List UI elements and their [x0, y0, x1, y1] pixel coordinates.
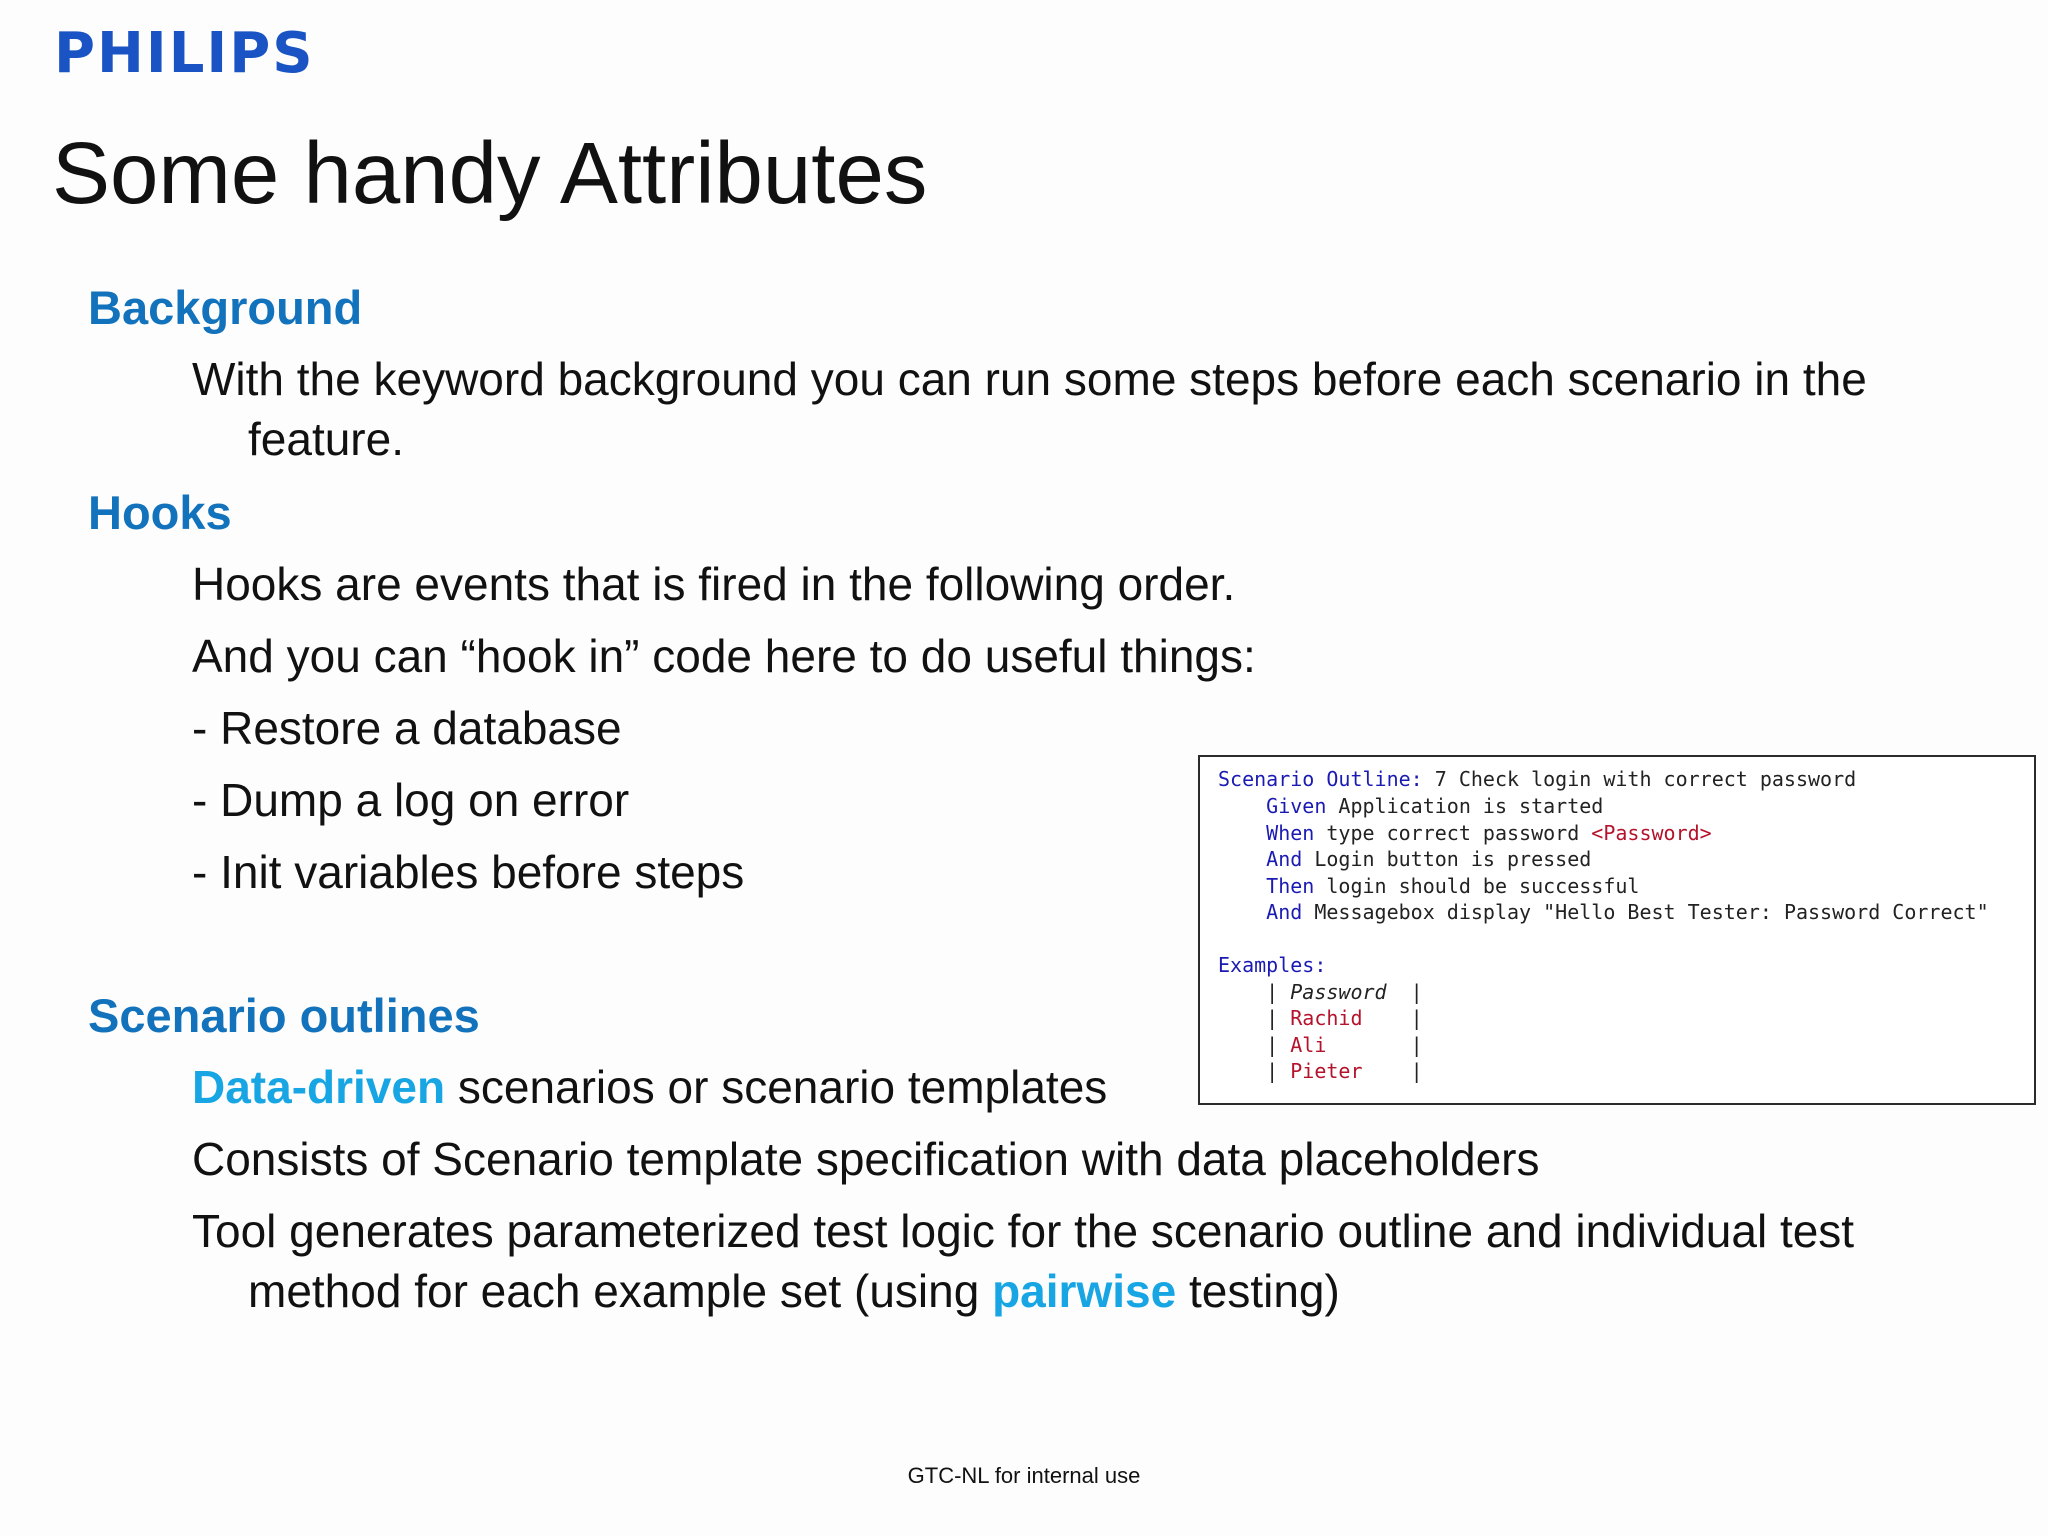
table-pipe: | — [1362, 1059, 1423, 1083]
slide-title: Some handy Attributes — [52, 125, 928, 222]
code-table-row — [1218, 1058, 1423, 1084]
hooks-text-line-1: Hooks are events that is fired in the following order. — [192, 558, 1236, 610]
code-step-line — [1218, 873, 1639, 899]
code-keyword: Examples: — [1218, 953, 1327, 977]
code-placeholder: <Password> — [1591, 821, 1712, 845]
code-text: 7 Check login with correct password — [1422, 767, 1857, 791]
code-table-row — [1218, 1005, 1423, 1031]
code-text: Login button is pressed — [1302, 847, 1592, 871]
code-table-header-row — [1218, 979, 1423, 1005]
hooks-bullet-dump-log: - Dump a log on error — [192, 774, 630, 826]
scenario-text-line-4-after: testing) — [1176, 1265, 1340, 1317]
table-pipe: | — [1326, 1033, 1423, 1057]
table-pipe: | — [1266, 1033, 1291, 1057]
code-step-line — [1218, 899, 1989, 925]
code-table-cell: Pieter — [1290, 1059, 1363, 1083]
code-keyword: Scenario Outline: — [1218, 767, 1423, 791]
code-keyword: Given — [1266, 794, 1327, 818]
scenario-text-line-3: Tool generates parameterized test logic for the scenario outline and individual test — [192, 1205, 1855, 1257]
code-step-line — [1218, 793, 1603, 819]
hooks-bullet-init-variables: - Init variables before steps — [192, 846, 745, 898]
scenario-text-line-2: Consists of Scenario template specification with data placeholders — [192, 1133, 1540, 1185]
table-pipe: | — [1266, 1006, 1291, 1030]
code-table-header: Password — [1290, 980, 1387, 1004]
pairwise-highlight: pairwise — [992, 1265, 1177, 1317]
code-examples-line — [1218, 952, 1326, 978]
code-step-line — [1218, 820, 1712, 846]
table-pipe: | — [1266, 1059, 1291, 1083]
scenario-outlines-heading: Scenario outlines — [88, 989, 480, 1042]
code-text: Application is started — [1326, 794, 1604, 818]
code-text: login should be successful — [1314, 874, 1640, 898]
philips-logo: PHILIPS — [54, 21, 315, 86]
scenario-text-line-1 — [192, 1058, 1107, 1116]
hooks-bullet-restore-database: - Restore a database — [192, 702, 622, 754]
code-text: Messagebox display "Hello Best Tester: Password Correct" — [1302, 900, 1989, 924]
table-pipe: | — [1386, 980, 1423, 1004]
table-pipe: | — [1266, 980, 1291, 1004]
scenario-text-line-4 — [248, 1262, 1340, 1320]
hooks-heading: Hooks — [88, 486, 232, 539]
background-heading: Background — [88, 281, 363, 334]
code-step-line — [1218, 846, 1591, 872]
code-keyword: And — [1266, 900, 1303, 924]
code-keyword: Then — [1266, 874, 1315, 898]
hooks-text-line-2: And you can “hook in” code here to do useful things: — [192, 630, 1256, 682]
code-text: type correct password — [1314, 821, 1592, 845]
code-keyword: When — [1266, 821, 1315, 845]
scenario-text-line-1-rest: scenarios or scenario templates — [445, 1061, 1108, 1113]
scenario-text-line-4-before: method for each example set (using — [248, 1265, 993, 1317]
data-driven-highlight: Data-driven — [192, 1061, 446, 1113]
code-table-cell: Rachid — [1290, 1006, 1363, 1030]
code-outline-line — [1218, 766, 1856, 792]
code-table-row — [1218, 1032, 1423, 1058]
table-pipe: | — [1362, 1006, 1423, 1030]
code-table-cell: Ali — [1290, 1033, 1327, 1057]
background-text-line-1: With the keyword background you can run some steps before each scenario in the — [192, 353, 1867, 405]
code-keyword: And — [1266, 847, 1303, 871]
footer-text: GTC-NL for internal use — [907, 1463, 1141, 1488]
scenario-outline-code-example — [1198, 755, 2036, 1105]
background-text-line-2: feature. — [248, 413, 404, 465]
